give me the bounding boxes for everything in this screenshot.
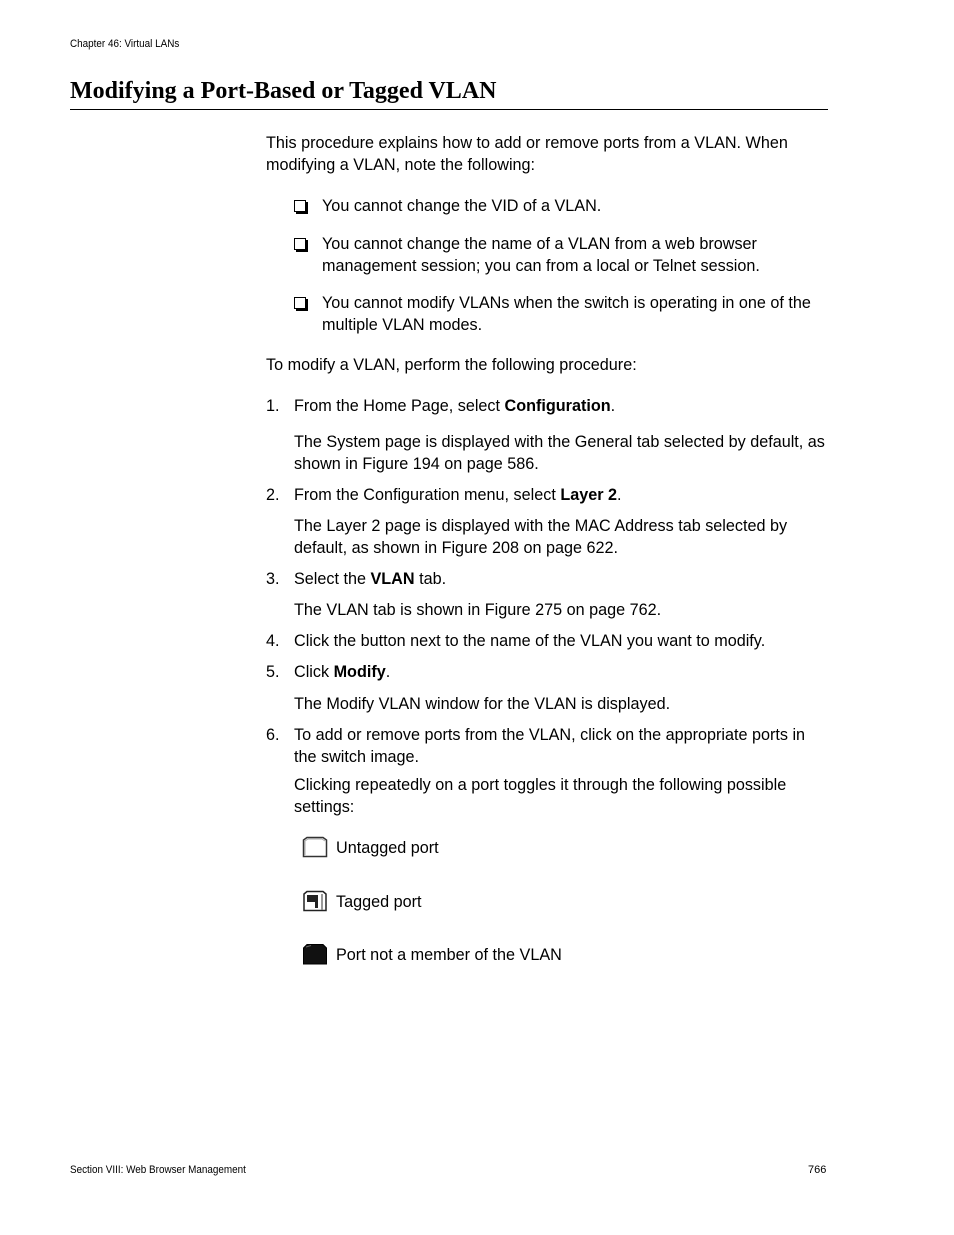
checkbox-bullet-icon (294, 200, 306, 212)
step-result: The System page is displayed with the General tab selected by default, as shown in Figure 194 on page 586. (294, 433, 825, 473)
step-result: The VLAN tab is shown in Figure 275 on page 762. (294, 601, 662, 619)
non-member-port-icon (302, 943, 328, 965)
step-ui-term: Modify (333, 663, 386, 681)
step-number: 3. (266, 570, 280, 588)
legend-label: Tagged port (336, 893, 422, 911)
legend-label: Port not a member of the VLAN (336, 946, 562, 964)
step-ui-term: Layer 2 (560, 486, 618, 504)
step-result: The Modify VLAN window for the VLAN is displayed. (294, 695, 671, 713)
step-number: 2. (266, 486, 280, 504)
step-text-post: tab. (414, 570, 447, 588)
step-result: Clicking repeatedly on a port toggles it through the following possible settings: (294, 776, 787, 816)
step-text (294, 395, 832, 417)
step-text (294, 661, 832, 683)
checkbox-bullet-icon (294, 238, 306, 250)
step-text: Click the button next to the name of the VLAN you want to modify. (294, 632, 766, 650)
step-text-post: . (385, 663, 391, 681)
note-text: You cannot change the VID of a VLAN. (322, 197, 602, 215)
step-text (294, 484, 832, 506)
running-header: Chapter 46: Virtual LANs (70, 38, 180, 50)
intro-paragraph: This procedure explains how to add or remove ports from a VLAN. When modifying a VLAN, note the following: (266, 134, 788, 174)
step-text-pre: From the Configuration menu, select (294, 486, 561, 504)
step-number: 6. (266, 726, 280, 744)
step-number: 1. (266, 397, 280, 415)
step-number: 5. (266, 663, 280, 681)
step-result: The Layer 2 page is displayed with the MAC Address tab selected by default, as shown in Figure 208 on page 622. (294, 517, 788, 557)
step-text-pre: From the Home Page, select (294, 397, 505, 415)
running-footer: Section VIII: Web Browser Management (70, 1164, 246, 1176)
legend-label: Untagged port (336, 839, 439, 857)
step-text (294, 568, 832, 590)
note-text: You cannot change the name of a VLAN from a web browser management session; you can from a local or Telnet session. (322, 235, 760, 275)
step-ui-term: VLAN (370, 570, 415, 588)
step-ui-term: Configuration (504, 397, 611, 415)
title-divider (70, 109, 828, 110)
step-number: 4. (266, 632, 280, 650)
procedure-intro: To modify a VLAN, perform the following procedure: (266, 356, 637, 374)
step-text-post: . (610, 397, 616, 415)
step-text-post: . (617, 486, 622, 504)
page-number: 766 (808, 1164, 827, 1176)
note-text: You cannot modify VLANs when the switch is operating in one of the multiple VLAN modes. (322, 294, 811, 334)
tagged-port-icon (302, 890, 328, 912)
checkbox-bullet-icon (294, 297, 306, 309)
untagged-port-icon (302, 836, 328, 858)
step-text: To add or remove ports from the VLAN, click on the appropriate ports in the switch image. (294, 726, 806, 766)
step-text-pre: Select the (294, 570, 371, 588)
step-text-pre: Click (294, 663, 334, 681)
page-title: Modifying a Port-Based or Tagged VLAN (70, 78, 497, 104)
